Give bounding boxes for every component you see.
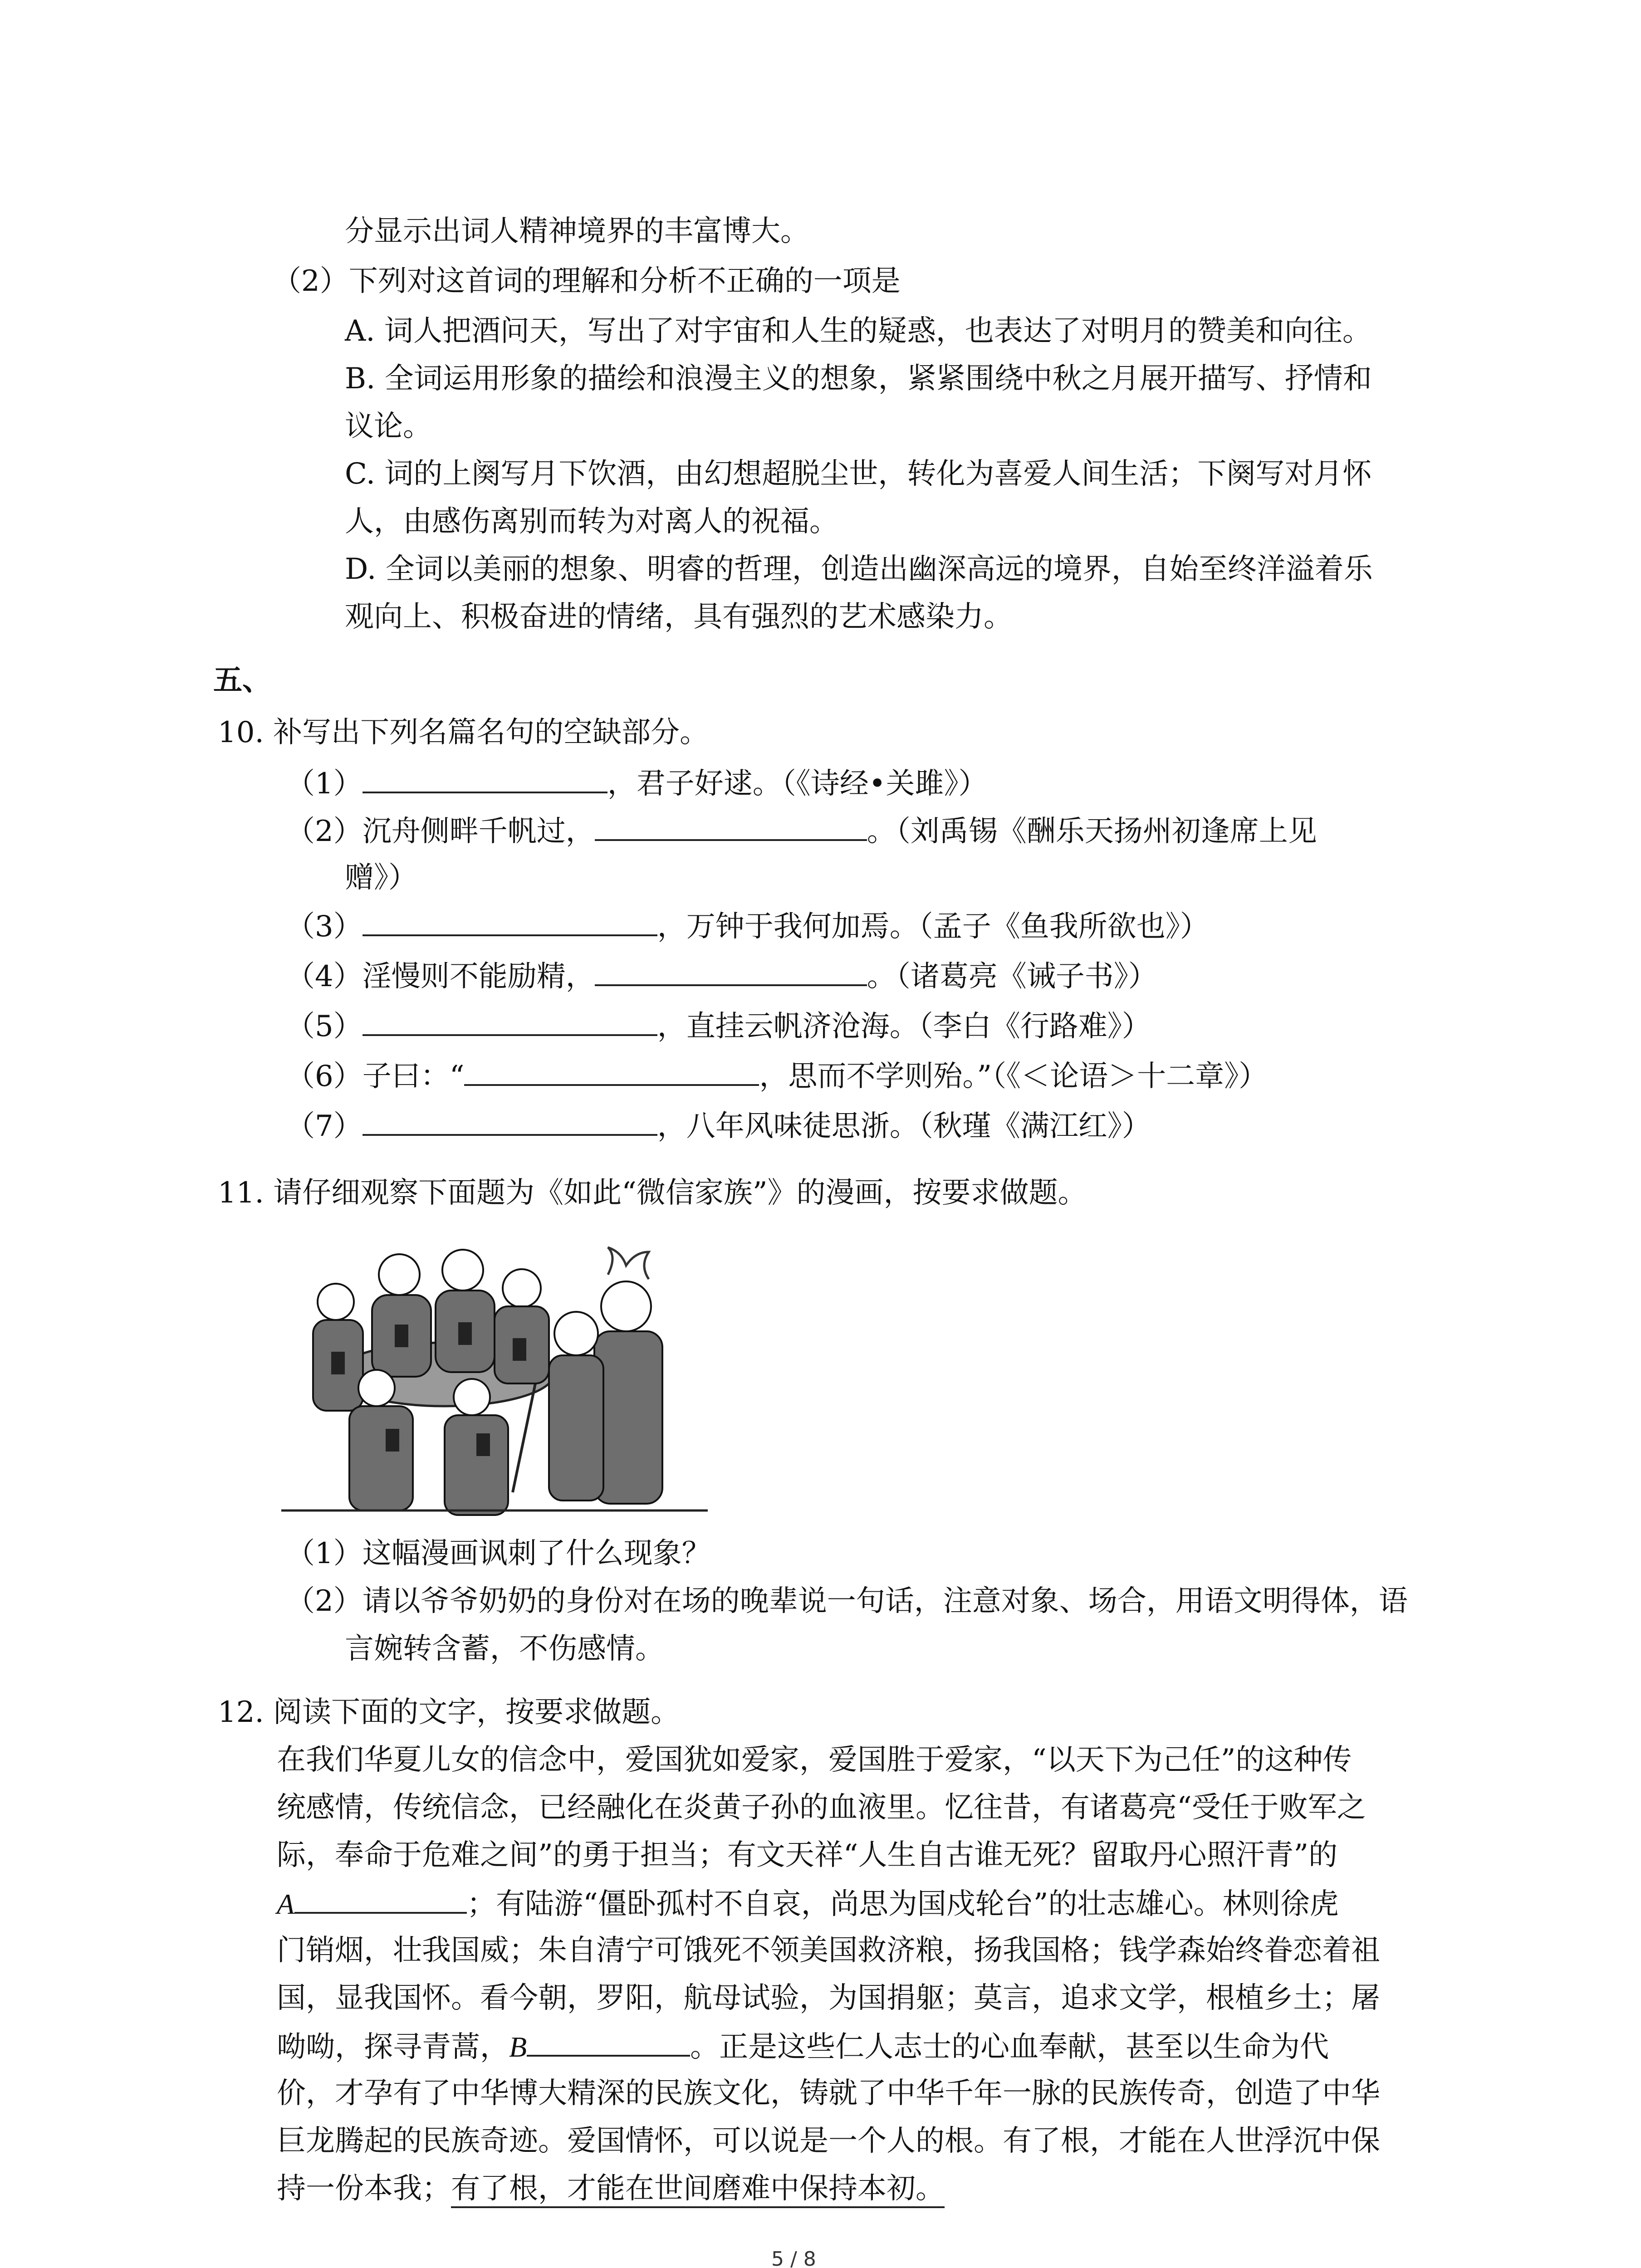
section-heading: 五、 xyxy=(213,664,271,697)
passage-line-10 xyxy=(277,2170,945,2207)
passage-line-8: 价，才孕有了中华博大精深的民族文化，铸就了中华千年一脉的民族传奇，创造了中华 xyxy=(277,2077,1380,2110)
answer-blank[interactable] xyxy=(595,812,867,841)
q11-sub-2: （2）请以爷爷奶奶的身份对在场的晚辈说一句话，注意对象、场合，用语文明得体，语 xyxy=(286,1584,1408,1618)
q10-item-2 xyxy=(286,812,1317,850)
item-text: ，思而不学则殆。”（《＜论语＞十二章》） xyxy=(759,1060,1268,1093)
answer-blank[interactable] xyxy=(362,764,607,793)
passage-line-5: 门销烟，壮我国威；朱自清宁可饿死不领美国救济粮，扬我国格；钱学森始终眷恋着祖 xyxy=(277,1934,1380,1967)
item-text: ，君子好逑。（《诗经•关雎》） xyxy=(607,767,988,801)
q10-item-6 xyxy=(286,1057,1268,1095)
passage-text: ；有陆游“僵卧孤村不自哀，尚思为国戍轮台”的壮志雄心。林则徐虎 xyxy=(467,1887,1339,1921)
page-number: 5 / 8 xyxy=(771,2248,816,2268)
option-continuation: 分显示出词人精神境界的丰富博大。 xyxy=(345,215,809,248)
passage-line-6: 国，显我国怀。看今朝，罗阳，航母试验，为国捐躯；莫言，追求文学，根植乡土；屠 xyxy=(277,1981,1380,2015)
passage-text: 持一份本我； xyxy=(277,2172,451,2205)
passage-line-1: 在我们华夏儿女的信念中，爱国犹如爱家，爱国胜于爱家，“以天下为己任”的这种传 xyxy=(277,1743,1352,1777)
passage-line-9: 巨龙腾起的民族奇迹。爱国情怀，可以说是一个人的根。有了根，才能在人世浮沉中保 xyxy=(277,2124,1380,2158)
q10-item-4 xyxy=(286,957,1157,995)
option-c[interactable]: C. 词的上阕写月下饮酒，由幻想超脱尘世，转化为喜爱人间生活；下阕写对月怀 xyxy=(345,457,1372,491)
passage-line-7 xyxy=(277,2028,1329,2065)
question-10-title: 10. 补写出下列名篇名句的空缺部分。 xyxy=(218,716,709,749)
q10-item-7 xyxy=(286,1107,1151,1144)
item-number: （2） xyxy=(286,815,362,848)
item-text: ，万钟于我何加焉。（孟子《鱼我所欲也》） xyxy=(657,910,1209,943)
item-number: （4） xyxy=(286,960,362,993)
option-d-cont: 观向上、积极奋进的情绪，具有强烈的艺术感染力。 xyxy=(345,600,1013,634)
option-b[interactable]: B. 全词运用形象的描绘和浪漫主义的想象，紧紧围绕中秋之月展开描写、抒情和 xyxy=(345,362,1372,396)
answer-blank-a[interactable] xyxy=(294,1885,467,1914)
q10-item-1 xyxy=(286,764,987,802)
option-b-cont: 议论。 xyxy=(345,410,432,443)
answer-blank[interactable] xyxy=(595,957,867,986)
item-text: 。（诸葛亮《诫子书》） xyxy=(867,960,1157,993)
wechat-family-cartoon xyxy=(281,1238,708,1524)
q11-sub-2-cont: 言婉转含蓄，不伤感情。 xyxy=(345,1632,664,1666)
item-number: （5） xyxy=(286,1010,362,1043)
q10-item-5 xyxy=(286,1007,1151,1045)
passage-text: 呦呦，探寻青蒿， xyxy=(277,2030,509,2064)
item-text: ，直挂云帆济沧海。（李白《行路难》） xyxy=(657,1010,1151,1043)
question-12-title: 12. 阅读下面的文字，按要求做题。 xyxy=(218,1696,680,1729)
passage-line-4 xyxy=(277,1885,1339,1922)
option-c-cont: 人，由感伤离别而转为对离人的祝福。 xyxy=(345,505,838,538)
underlined-sentence: 有了根，才能在世间磨难中保持本初。 xyxy=(451,2172,945,2208)
item-number: （1） xyxy=(286,767,362,801)
item-text: ，八年风味徒思浙。（秋瑾《满江红》） xyxy=(657,1110,1151,1143)
answer-blank-b[interactable] xyxy=(527,2028,690,2057)
item-number: （3） xyxy=(286,910,362,943)
passage-text: 。正是这些仁人志士的心血奉献，甚至以生命为代 xyxy=(690,2030,1329,2064)
item-text: 沉舟侧畔千帆过， xyxy=(362,815,595,848)
q11-sub-1: （1）这幅漫画讽刺了什么现象？ xyxy=(286,1537,711,1570)
question-11-title: 11. 请仔细观察下面题为《如此“微信家族”》的漫画，按要求做题。 xyxy=(218,1176,1087,1210)
passage-line-3: 际，奉命于危难之间”的勇于担当；有文天祥“人生自古谁无死？留取丹心照汗青”的 xyxy=(277,1838,1338,1872)
item-text: 淫慢则不能励精， xyxy=(362,960,595,993)
item-number: （6） xyxy=(286,1060,362,1093)
option-d[interactable]: D. 全词以美丽的想象、明睿的哲理，创造出幽深高远的境界，自始至终洋溢着乐 xyxy=(345,552,1373,586)
q10-item-3 xyxy=(286,907,1209,945)
blank-label-a: A xyxy=(277,1888,295,1920)
item-text: 。（刘禹锡《酬乐天扬州初逢席上见 xyxy=(867,815,1317,848)
passage-line-2: 统感情，传统信念，已经融化在炎黄子孙的血液里。忆往昔，有诸葛亮“受任于败军之 xyxy=(277,1791,1366,1824)
answer-blank[interactable] xyxy=(362,1007,657,1036)
item-number: （7） xyxy=(286,1110,362,1143)
item-text: 子曰：“ xyxy=(362,1060,465,1093)
q10-item-2-cont: 赠》） xyxy=(345,861,417,894)
answer-blank[interactable] xyxy=(362,1107,657,1136)
answer-blank[interactable] xyxy=(362,907,657,936)
answer-blank[interactable] xyxy=(464,1057,759,1086)
option-a[interactable]: A. 词人把酒问天，写出了对宇宙和人生的疑惑，也表达了对明月的赞美和向往。 xyxy=(345,314,1372,348)
question-2-stem: （2）下列对这首词的理解和分析不正确的一项是 xyxy=(272,264,901,298)
blank-label-b: B xyxy=(509,2031,527,2063)
